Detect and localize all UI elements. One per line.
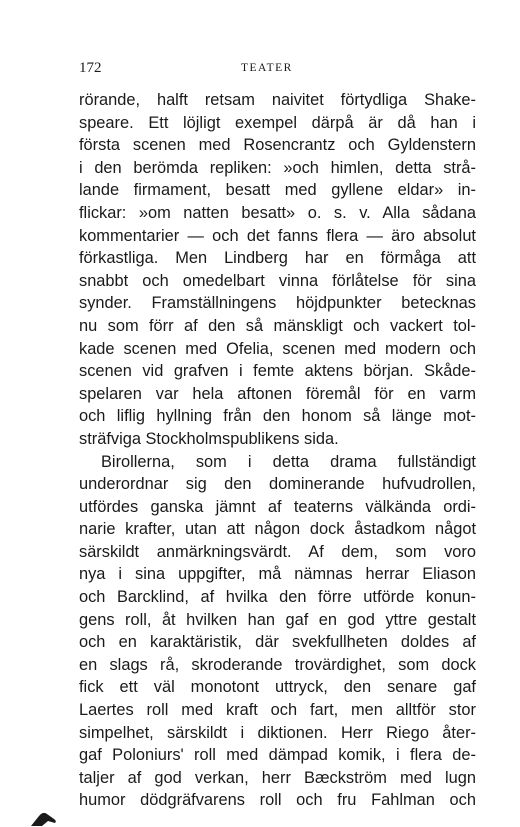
text-line: första scenen med Rosencrantz och Gyldenstern (79, 136, 476, 155)
text-line: narie krafter, utan att någon dock åstadkom något (79, 520, 476, 539)
text-line: Birollerna, som i detta drama fullständigt (101, 452, 476, 471)
text-line: nya i sina uppgifter, må nämnas herrar Eliason (79, 565, 476, 584)
text-line: gens roll, åt hvilken han gaf en god yttre gestalt (79, 610, 476, 629)
text-line: kade scenen med Ofelia, scenen med modern och (79, 339, 476, 358)
text-line: snabbt och omedelbart vinna förlåtelse för sina (79, 271, 476, 290)
text-line: sträfviga Stockholmspublikens sida. (79, 429, 339, 448)
text-line: lande firmament, besatt med gyllene eldar» in- (79, 181, 476, 200)
text-line: och en karaktäristik, där svekfullheten doldes af (79, 633, 476, 652)
text-line: synder. Framställningens höjdpunkter betecknas (79, 294, 476, 313)
text-line: rörande, halft retsam naivitet förtydliga Shake- (79, 91, 476, 109)
page-number: 172 (79, 60, 102, 76)
text-line: spelaren var hela aftonen föremål för en varm (79, 384, 476, 403)
text-line: och Barcklind, af hvilka den förre utförde konun- (79, 588, 476, 607)
running-head: TEATER (241, 62, 293, 74)
text-line: en slags rå, skroderande trovärdighet, som dock (79, 655, 476, 674)
text-line: i den berömda repliken: »och himlen, detta strå- (79, 158, 476, 177)
text-line: förkastliga. Men Lindberg har en förmåga att (79, 249, 476, 268)
text-line: kommentarier — och det fanns flera — äro absolut (79, 226, 476, 245)
page-header (79, 60, 476, 82)
text-line: och liflig hyllning från den honom så länge mot- (79, 407, 476, 426)
text-line: scenen vid grafven i femte aktens början. Skåde- (79, 362, 476, 381)
text-line: fick ett väl monotont uttryck, den senare gaf (79, 678, 476, 697)
text-line: underordnar sig den dominerande hufvudrollen, (79, 475, 476, 494)
text-line: simpelhet, särskildt i diktionen. Herr Riego åter- (79, 723, 476, 742)
text-line: särskildt anmärkningsvärdt. Af dem, som voro (79, 542, 476, 561)
text-line: gaf Poloniurs' roll med dämpad komik, i flera de- (79, 746, 476, 765)
text-line: Laertes roll med kraft och fart, men alltför stor (79, 701, 476, 720)
text-line: humor dödgräfvarens roll och fru Fahlman och (79, 791, 476, 810)
ink-mark-ornament (30, 808, 58, 827)
body-text (79, 89, 476, 812)
text-line: utfördes ganska jämnt af teaterns välkända ordi- (79, 497, 476, 516)
text-line: taljer af god verkan, herr Bæckström med lugn (79, 768, 476, 787)
text-line: nu som förr af den så mänskligt och vackert tol- (79, 316, 476, 335)
text-line: speare. Ett löjligt exempel därpå är då han i (79, 113, 476, 132)
text-line: flickar: »om natten besatt» o. s. v. Alla sådana (79, 203, 476, 222)
